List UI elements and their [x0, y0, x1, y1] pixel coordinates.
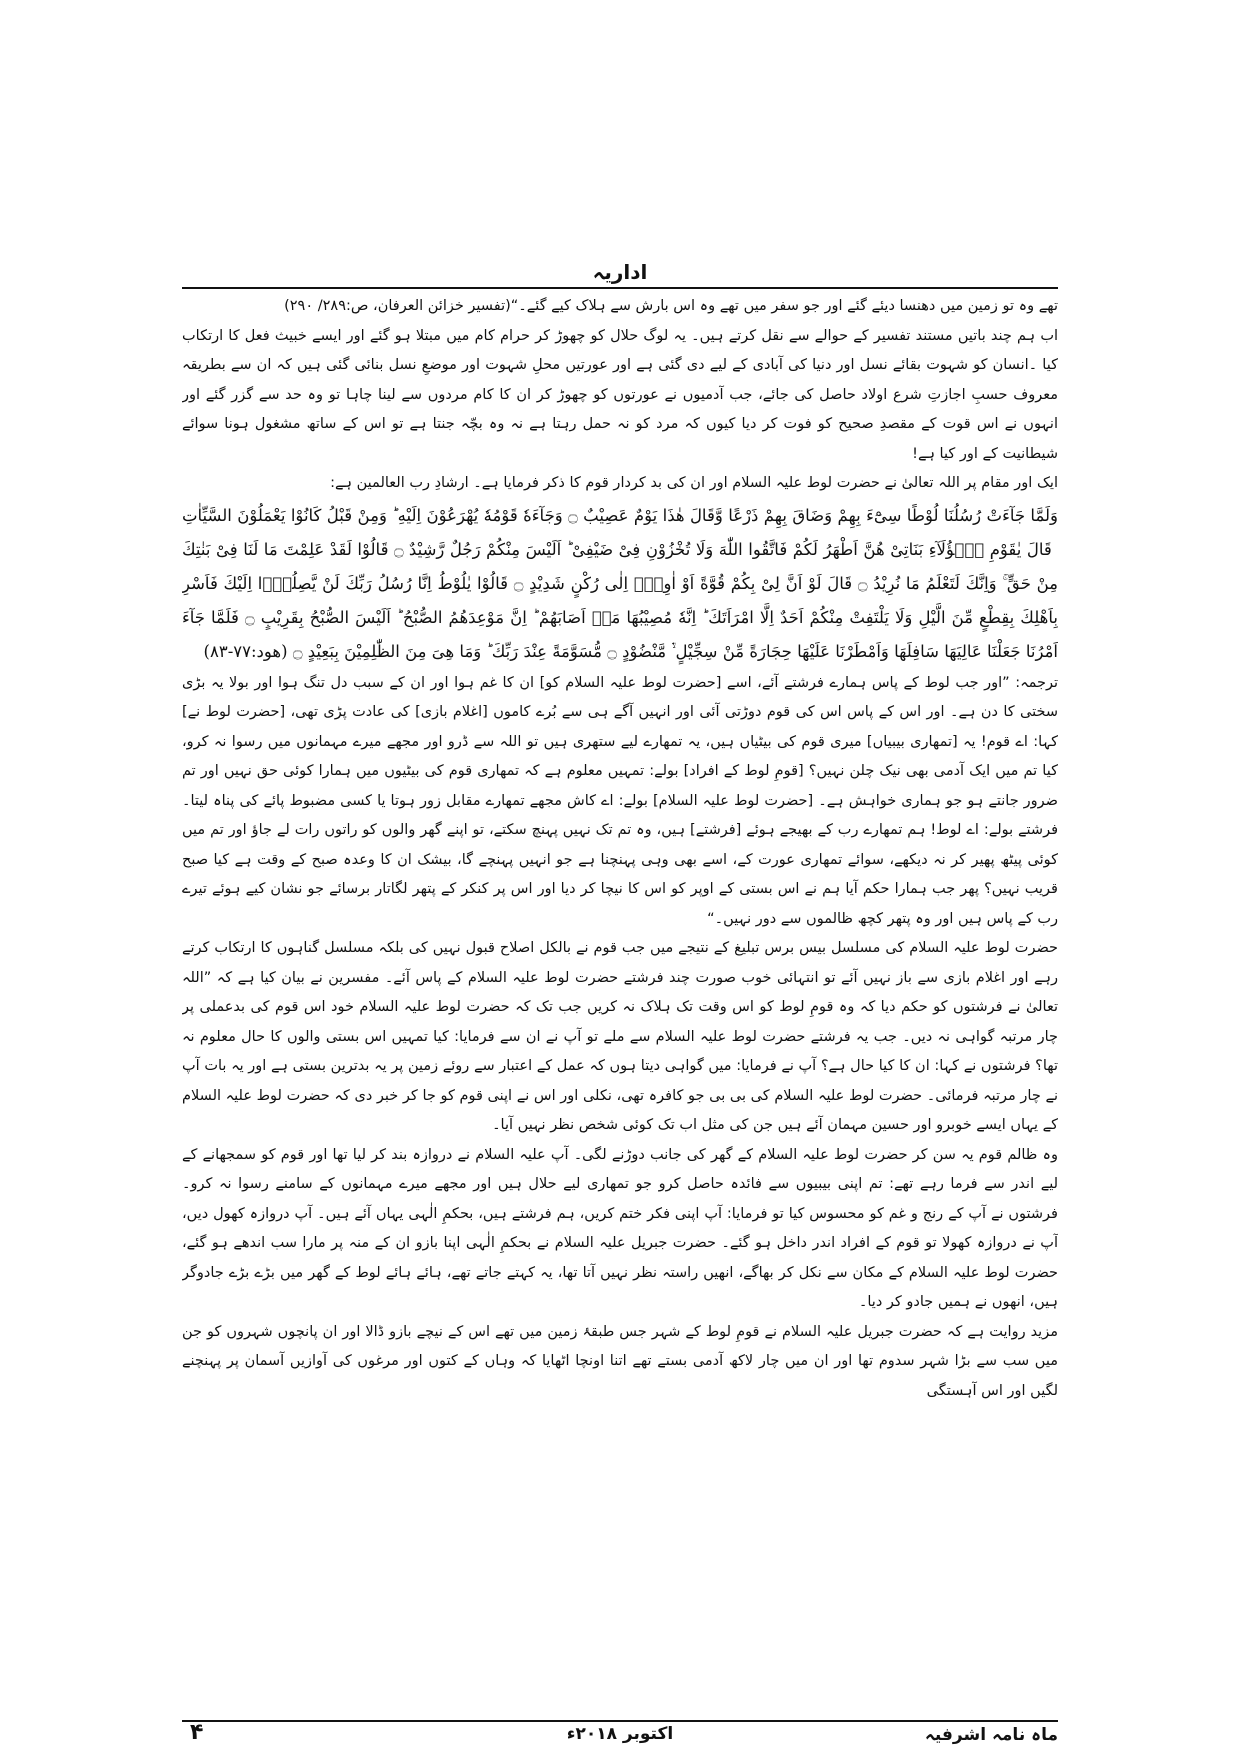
section-title: اداریہ — [592, 260, 648, 284]
quran-verses: وَلَمَّا جَآءَتْ رُسُلُنَا لُوْطًا سِیْٓءَ بِهِمْ وَضَاقَ بِهِمْ ذَرْعًا وَّقَالَ هٰذَا یَوْمٌ عَصِیْبٌ ۝ وَجَآءَهٗ قَوْمُهٗ یُهْرَعُوْنَ اِلَیْهِ ؕ وَمِنْ قَبْلُ كَانُوْا یَعْمَلُوْنَ السَّیِّاٰتِ ؕ قَالَ یٰقَوْمِ هٰۤؤُلَآءِ بَنَاتِیْ هُنَّ اَطْهَرُ لَكُمْ فَاتَّقُوا اللّٰهَ وَلَا تُخْزُوْنِ فِیْ ضَیْفِیْ ؕ اَلَیْسَ مِنْكُمْ رَجُلٌ رَّشِیْدٌ ۝ قَالُوْا لَقَدْ عَلِمْتَ مَا لَنَا فِیْ بَنٰتِكَ مِنْ حَقٍّ ۚ وَاِنَّكَ لَتَعْلَمُ مَا نُرِیْدُ ۝ قَالَ لَوْ اَنَّ لِیْ بِكُمْ قُوَّةً اَوْ اٰوِیْۤ اِلٰى رُكْنٍ شَدِیْدٍ ۝ قَالُوْا یٰلُوْطُ اِنَّا رُسُلُ رَبِّكَ لَنْ یَّصِلُوْۤا اِلَیْكَ فَاَسْرِ بِاَهْلِكَ بِقِطْعٍ مِّنَ الَّیْلِ وَلَا یَلْتَفِتْ مِنْكُمْ اَحَدٌ اِلَّا امْرَاَتَكَ ؕ اِنَّهٗ مُصِیْبُهَا مَاۤ اَصَابَهُمْ ؕ اِنَّ مَوْعِدَهُمُ الصُّبْحُ ؕ اَلَیْسَ الصُّبْحُ بِقَرِیْبٍ ۝ فَلَمَّا جَآءَ اَمْرُنَا جَعَلْنَا عَالِیَهَا سَافِلَهَا وَاَمْطَرْنَا عَلَیْهَا حِجَارَةً مِّنْ سِجِّیْلٍ ۙ۬ مَّنْضُوْدٍ ۝ مُّسَوَّمَةً عِنْدَ رَبِّكَ ؕ وَمَا هِیَ مِنَ الظّٰلِمِیْنَ بِبَعِیْدٍ ۝ (ھود:۷۷-۸۳) — [182, 505, 1058, 661]
verse-translation: ترجمہ: ”اور جب لوط کے پاس ہمارے فرشتے آئے، اسے [حضرت لوط علیہ السلام کو] ان کا غم ہوا اور ان کے سبب دل تنگ ہوا اور بولا یہ بڑی سختی کا دن ہے۔ اور اس کے پاس اس کی قوم دوڑتی آئی اور انہیں آگے ہی سے بُرے کاموں [اغلام بازی] کی عادت پڑی تھی، [حضرت لوط نے] کہا: اے قوم! یہ [تمھاری بیبیاں] میری قوم کی بیٹیاں ہیں، یہ تمھارے لیے ستھری ہیں تو اللہ سے ڈرو اور مجھے میرے مہمانوں میں رسوا نہ کرو، کیا تم میں ایک آدمی بھی نیک چلن نہیں؟ [قومِ لوط کے افراد] بولے: تمہیں معلوم ہے کہ تمھاری قوم کی بیٹیوں میں ہمارا کوئی حق نہیں اور تم ضرور جانتے ہو جو ہماری خواہش ہے۔ [حضرت لوط علیہ السلام] بولے: اے کاش مجھے تمھارے مقابل زور ہوتا یا کسی مضبوط پائے کی پناہ لیتا۔ فرشتے بولے: اے لوط! ہم تمھارے رب کے بھیجے ہوئے [فرشتے] ہیں، وہ تم تک نہیں پہنچ سکتے، تو اپنے گھر والوں کو راتوں رات لے جاؤ اور تم میں کوئی پیٹھ پھیر کر نہ دیکھے، سوائے تمھاری عورت کے، اسے بھی وہی پہنچنا ہے جو انہیں پہنچے گا، بیشک ان کا وعدہ صبح کے وقت ہے کیا صبح قریب نہیں؟ پھر جب ہمارا حکم آیا ہم نے اس بستی کے اوپر کو اس کا نیچا کر دیا اور اس پر کنکر کے پتھر لگاتار برسائے جو نشان کیے ہوئے تیرے رب کے پاس ہیں اور وہ پتھر کچھ ظالموں سے دور نہیں۔“ — [182, 674, 1058, 927]
paragraph-4: حضرت لوط علیہ السلام کی مسلسل بیس برس تبلیغ کے نتیجے میں جب قوم نے بالکل اصلاح قبول نہیں کی بلکہ مسلسل گناہوں کا ارتکاب کرتے رہے اور اغلام بازی سے باز نہیں آئے تو انتہائی خوب صورت چند فرشتے حضرت لوط علیہ السلام کے پاس آئے۔ مفسرین نے بیان کیا ہے کہ ”اللہ تعالیٰ نے فرشتوں کو حکم دیا کہ وہ قومِ لوط کو اس وقت تک ہلاک نہ کریں جب تک کہ حضرت لوط علیہ السلام خود اس قوم کی بدعملی پر چار مرتبہ گواہی نہ دیں۔ جب یہ فرشتے حضرت لوط علیہ السلام سے ملے تو آپ نے ان سے فرمایا: کیا تمہیں اس بستی والوں کا حال معلوم نہ تھا؟ فرشتوں نے کہا: ان کا کیا حال ہے؟ آپ نے فرمایا: میں گواہی دیتا ہوں کہ عمل کے اعتبار سے روئے زمین پر یہ بدترین بستی ہے اور یہ بات آپ نے چار مرتبہ فرمائی۔ حضرت لوط علیہ السلام کی بی بی جو کافرہ تھی، نکلی اور اس نے اپنی قوم کو جا کر خبر دی کہ حضرت لوط علیہ السلام کے یہاں ایسے خوبرو اور حسین مہمان آئے ہیں جن کی مثل اب تک کوئی شخص نظر نہیں آیا۔ — [182, 940, 1058, 1133]
magazine-name: ماہ نامہ اشرفیہ — [924, 1725, 1058, 1745]
footer-rule — [182, 1720, 1058, 1722]
issue-date: اکتوبر ۲۰۱۸ء — [566, 1724, 674, 1744]
paragraph-3: ایک اور مقام پر اللہ تعالیٰ نے حضرت لوط علیہ السلام اور ان کی بد کردار قوم کا ذکر فرمایا ہے۔ ارشادِ رب العالمین ہے: — [330, 475, 1058, 491]
article-body — [182, 292, 1058, 1712]
paragraph-2: اب ہم چند باتیں مستند تفسیر کے حوالے سے نقل کرتے ہیں۔ یہ لوگ حلال کو چھوڑ کر حرام کام میں مبتلا ہو گئے اور ایسے خبیث فعل کا ارتکاب کیا ۔انسان کو شہوت بقائے نسل اور دنیا کی آبادی کے لیے دی گئی ہے اور عورتیں محلِ شہوت اور موضعِ نسل بنائی گئی ہیں کہ ان سے بطریقہ معروف حسبِ اجازتِ شرع اولاد حاصل کی جائے، جب آدمیوں نے عورتوں کو چھوڑ کر ان کا کام مردوں سے لینا چاہا تو وہ حد سے گزر گئے اور انہوں نے اس قوت کے مقصدِ صحیح کو فوت کر دیا کیوں کہ مرد کو نہ حمل رہتا ہے نہ وہ بچّہ جنتا ہے تو اس کے ساتھ مشغول ہونا سوائے شیطانیت کے اور کیا ہے! — [182, 327, 1058, 462]
page-number: ۴ — [190, 1720, 204, 1745]
paragraph-5: وہ ظالم قوم یہ سن کر حضرت لوط علیہ السلام کے گھر کی جانب دوڑنے لگی۔ آپ علیہ السلام نے دروازہ بند کر لیا تھا اور قوم کو سمجھانے کے لیے اندر سے فرما رہے تھے: تم اپنی بیبیوں سے فائدہ حاصل کرو جو تمھاری لیے حلال ہیں اور مجھے میرے مہمانوں کے سامنے رسوا نہ کرو۔ فرشتوں نے آپ کے رنج و غم کو محسوس کیا تو فرمایا: آپ اپنی فکر ختم کریں، ہم فرشتے ہیں، بحکمِ الٰہی یہاں آئے ہیں۔ آپ دروازہ کھول دیں، آپ نے دروازہ کھولا تو قوم کے افراد اندر داخل ہو گئے۔ حضرت جبریل علیہ السلام نے بحکمِ الٰہی اپنا بازو ان کے منہ پر مارا سب اندھے ہو گئے، حضرت لوط علیہ السلام کے مکان سے نکل کر بھاگے، انھیں راستہ نظر نہیں آتا تھا، یہ کہتے جاتے تھے، ہائے ہائے لوط کے گھر میں بڑے بڑے جادوگر ہیں، انھوں نے ہمیں جادو کر دیا۔ — [182, 1146, 1058, 1310]
paragraph-1: تھے وہ تو زمین میں دھنسا دیئے گئے اور جو سفر میں تھے وہ اس بارش سے ہلاک کیے گئے۔“(تفسیر خزائن العرفان، ص:۲۸۹/ ۲۹۰) — [284, 298, 1058, 314]
header-rule — [182, 287, 1058, 289]
paragraph-6: مزید روایت ہے کہ حضرت جبریل علیہ السلام نے قومِ لوط کے شہر جس طبقۂ زمین میں تھے اس کے نیچے بازو ڈالا اور ان پانچوں شہروں کو جن میں سب سے بڑا شہر سدوم تھا اور ان میں چار لاکھ آدمی بستے تھے اتنا اونچا اٹھایا کہ وہاں کے کتوں اور مرغوں کی آوازیں آسمان پر پہنچنے لگیں اور اس آہستگی — [182, 1323, 1058, 1399]
page-footer — [182, 1720, 1058, 1752]
